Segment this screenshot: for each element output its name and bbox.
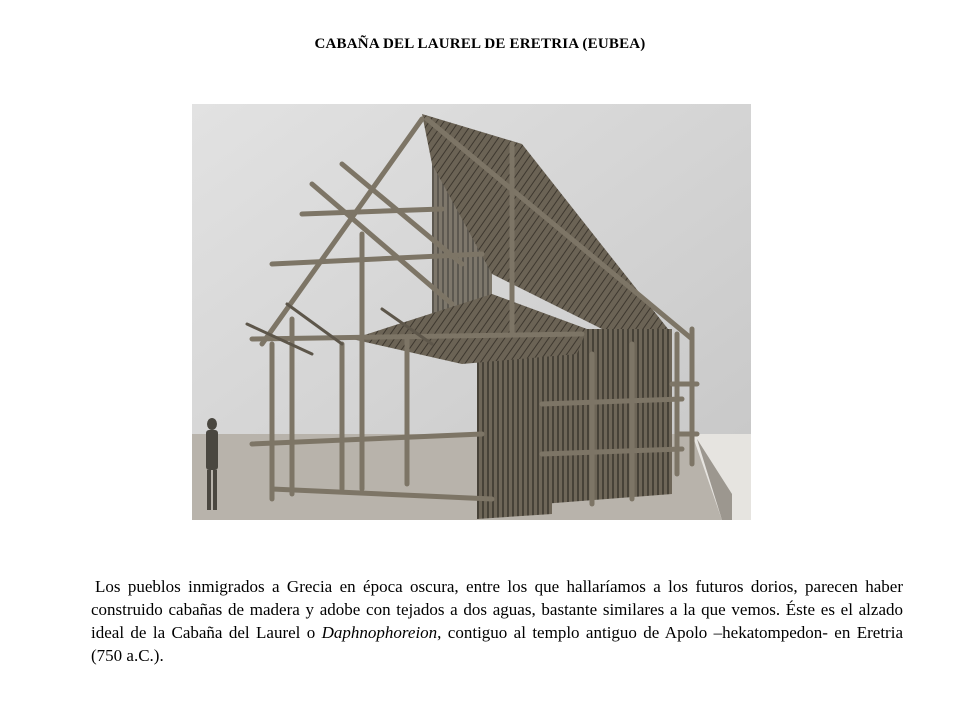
hut-model-photo: [192, 104, 751, 520]
caption-text-end: , contiguo al templo antiguo de Apolo –hekatompedon- en Eretria (750 a.C.).: [91, 623, 903, 665]
caption-text: Los pueblos inmigrados a Grecia en época oscura, entre los que hallaríamos a los futuros dorios, parecen haber construido cabañas de madera y adobe con tejados a dos aguas, bastante similares a la que vemos. Éste es el alzado ideal de la Cabaña del Laurel o: [91, 577, 903, 642]
caption-paragraph: [91, 575, 903, 667]
caption-italic-term: Daphnophoreion: [321, 623, 438, 642]
slide-title: CABAÑA DEL LAUREL DE ERETRIA (EUBEA): [314, 36, 646, 52]
